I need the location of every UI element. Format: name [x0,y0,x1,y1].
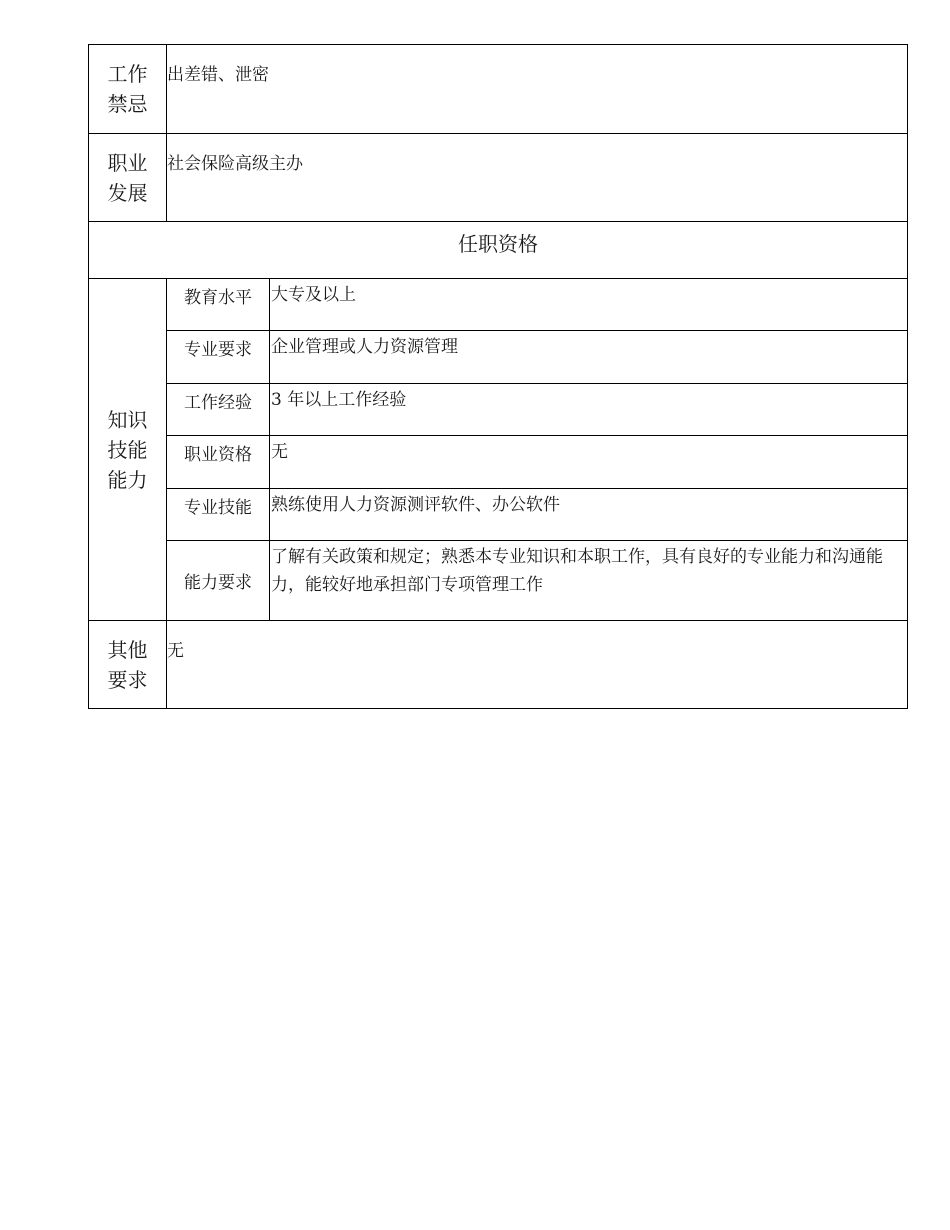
career-value: 社会保险高级主办 [167,154,303,174]
row-career [89,134,908,222]
qualification-header: 任职资格 [89,222,908,279]
knowledge-label-cell [89,279,167,621]
row-major [89,331,908,384]
row-skills [89,489,908,541]
major-label: 专业要求 [167,331,270,384]
taboo-value: 出差错、泄密 [167,65,269,85]
ability-label: 能力要求 [167,541,270,621]
other-value: 无 [167,641,184,661]
other-value-cell [167,621,908,709]
job-description-table [88,44,908,709]
career-value-cell [167,134,908,222]
taboo-label: 工作禁忌 [107,62,148,116]
experience-value: 3 年以上工作经验 [270,384,908,436]
taboo-value-cell [167,45,908,134]
major-value: 企业管理或人力资源管理 [270,331,908,384]
row-education [89,279,908,331]
other-label: 其他要求 [107,637,148,692]
taboo-label-cell [89,45,167,134]
skills-value: 熟练使用人力资源测评软件、办公软件 [270,489,908,541]
row-taboo [89,45,908,134]
certification-value: 无 [270,436,908,489]
career-label-cell [89,134,167,222]
experience-label: 工作经验 [167,384,270,436]
row-experience [89,384,908,436]
certification-label: 职业资格 [167,436,270,489]
row-qualification-header [89,222,908,279]
row-ability [89,541,908,621]
knowledge-label: 知识技能能力 [107,407,148,492]
education-label: 教育水平 [167,279,270,331]
row-certification [89,436,908,489]
ability-value: 了解有关政策和规定；熟悉本专业知识和本职工作，具有良好的专业能力和沟通能力，能较好地承担部门专项管理工作 [270,541,908,621]
skills-label: 专业技能 [167,489,270,541]
other-label-cell [89,621,167,709]
row-other [89,621,908,709]
education-value: 大专及以上 [270,279,908,331]
career-label: 职业发展 [107,150,148,205]
